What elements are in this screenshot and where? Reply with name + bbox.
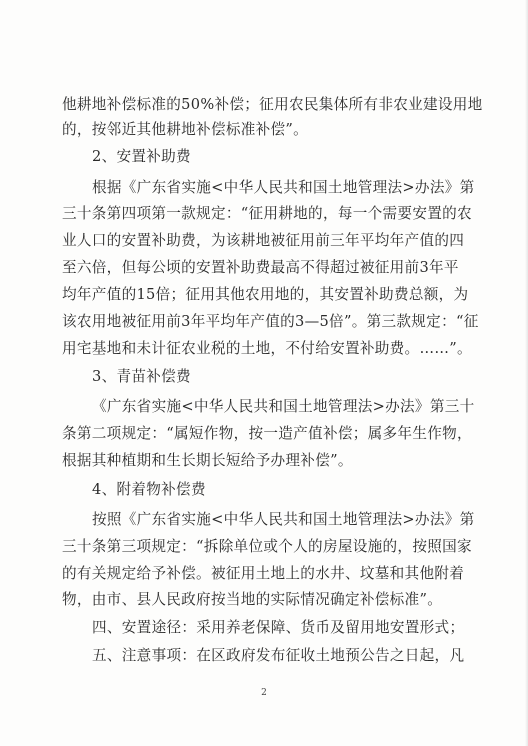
body-line-12: 《广东省实施<中华人民共和国土地管理法>办法》第三十 — [92, 398, 475, 415]
body-line-17: 三十条第三项规定：“拆除单位或个人的房屋设施的，按照国家 — [62, 538, 472, 555]
body-line-19: 物，由市、县人民政府按当地的实际情况确定补偿标准”。 — [62, 591, 443, 608]
body-line-14: 根据其种植期和生长期长短给予办理补偿”。 — [62, 452, 353, 469]
body-line-18: 的有关规定给予补偿。被征用土地上的水井、坟墓和其他附着 — [62, 565, 465, 582]
section-heading-notes: 五、注意事项：在区政府发布征收土地预公告之日起，凡 — [92, 647, 465, 664]
section-heading-resettlement-approach: 四、安置途径：采用养老保障、货币及留用地安置形式； — [92, 619, 465, 636]
body-line-13: 条第二项规定：“属短作物，按一造产值补偿；属多年生作物， — [62, 425, 472, 442]
body-line-9: 该农用地被征用前3年平均年产值的3—5倍”。第三款规定：“征 — [62, 313, 479, 330]
body-line-7: 至六倍，但每公顷的安置补助费最高不得超过被征用前3年平 — [62, 259, 459, 276]
body-line-4: 根据《广东省实施<中华人民共和国土地管理法>办法》第 — [92, 179, 475, 196]
body-line-5: 三十条第四项第一款规定：“征用耕地的，每一个需要安置的农 — [62, 205, 472, 222]
body-line-8: 均年产值的15倍；征用其他农用地的，其安置补助费总额，为 — [62, 286, 469, 303]
subsection-heading-attachments: 4、附着物补偿费 — [92, 481, 206, 498]
page-number: 2 — [261, 688, 267, 698]
body-line-2: 的，按邻近其他耕地补偿标准补偿”。 — [62, 121, 309, 138]
body-line-6: 业人口的安置补助费，为该耕地被征用前三年平均年产值的四 — [62, 232, 465, 249]
subsection-heading-crops: 3、青苗补偿费 — [92, 368, 191, 385]
body-line-16: 按照《广东省实施<中华人民共和国土地管理法>办法》第 — [92, 511, 475, 528]
subsection-heading-resettlement: 2、安置补助费 — [92, 148, 191, 165]
body-line-1: 他耕地补偿标准的50%补偿；征用农民集体所有非农业建设用地 — [62, 96, 483, 113]
body-line-10: 用宅基地和未计征农业税的土地，不付给安置补助费。……”。 — [62, 340, 472, 357]
